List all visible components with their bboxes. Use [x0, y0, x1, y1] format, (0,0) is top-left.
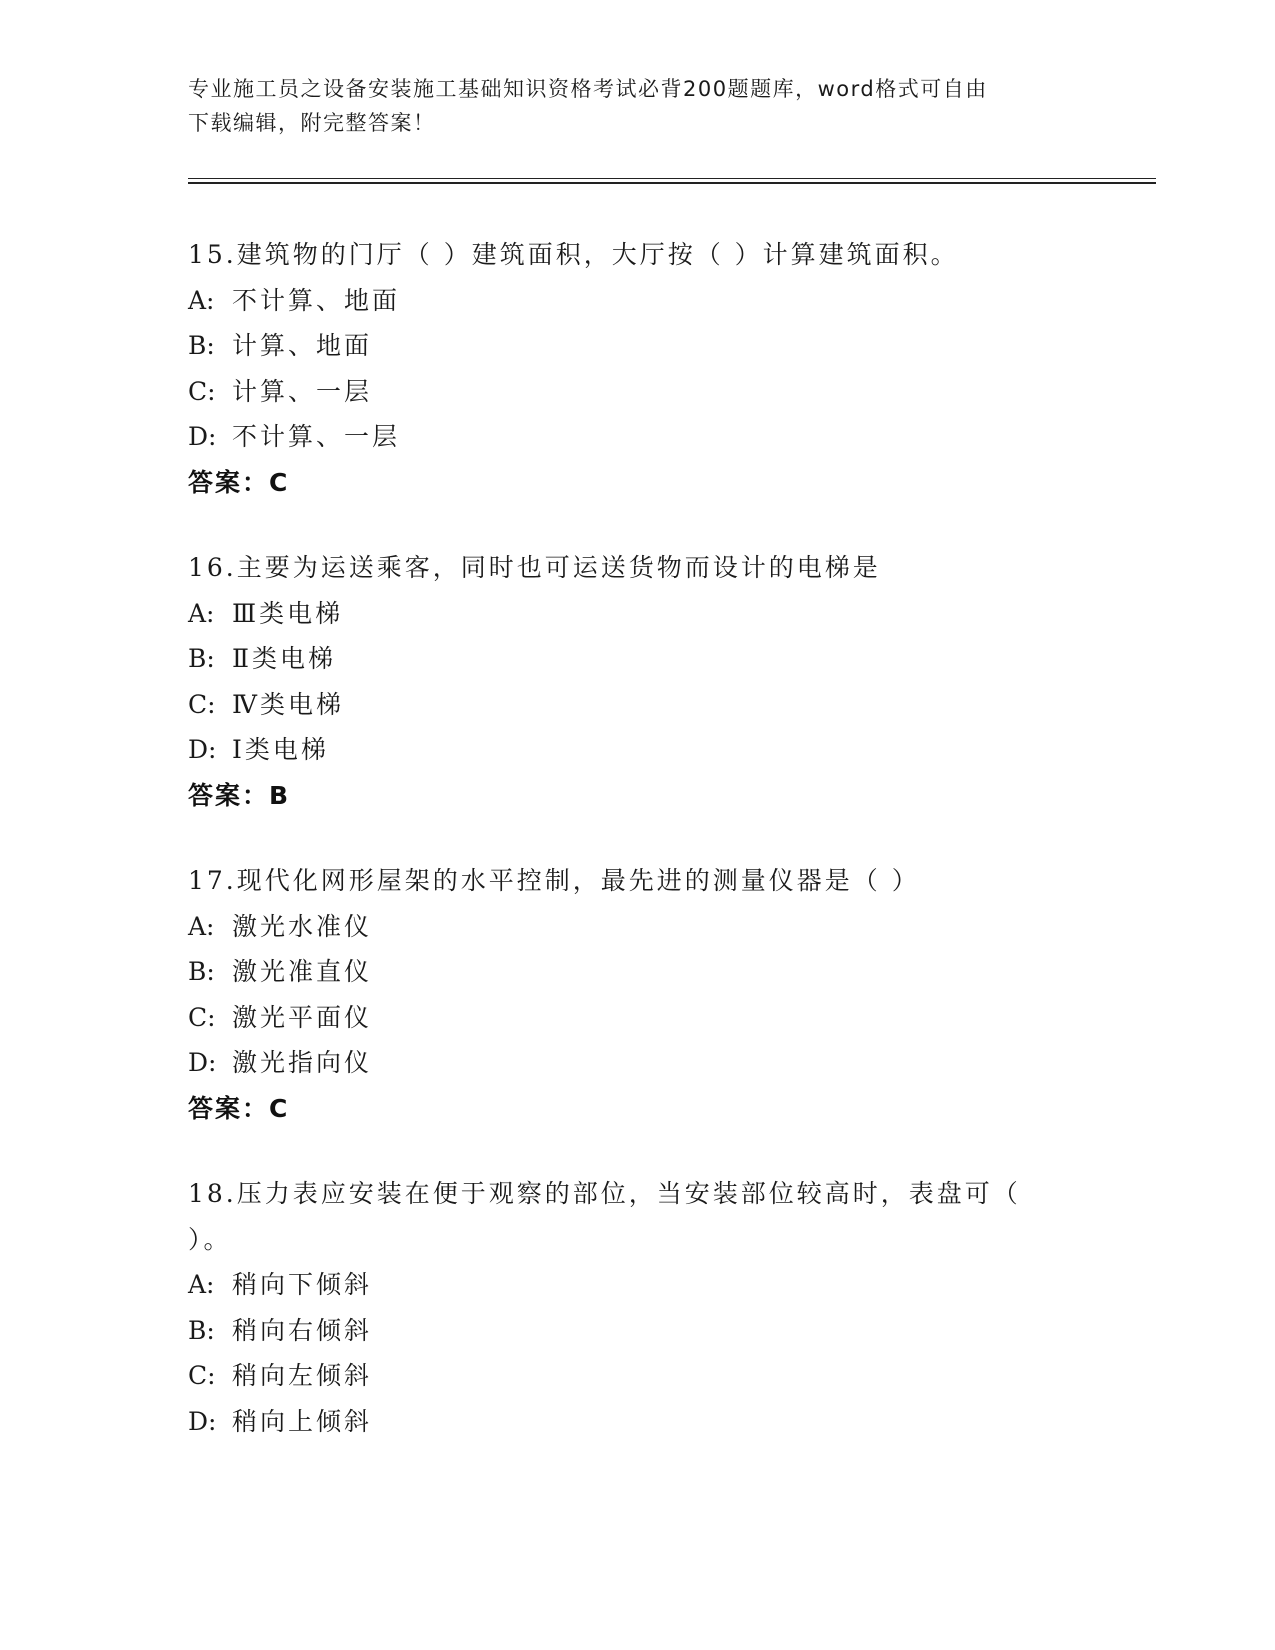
option-letter: A: [188, 911, 215, 941]
option-d [188, 1399, 1088, 1445]
question-16 [188, 545, 1088, 818]
option-letter: C: [188, 1002, 216, 1032]
question-stem: 17.现代化网形屋架的水平控制，最先进的测量仪器是（ ） [188, 866, 920, 895]
option-text: 稍向右倾斜 [232, 1315, 373, 1345]
option-b [188, 1308, 1088, 1354]
option-text: 激光平面仪 [232, 1002, 373, 1032]
question-18 [188, 1171, 1088, 1444]
option-text: 激光准直仪 [232, 957, 373, 986]
header-divider-thick [188, 182, 1156, 184]
question-stem-line-2: ）。 [188, 1224, 232, 1254]
option-a [188, 591, 1088, 637]
option-text: 计算、地面 [232, 331, 373, 360]
option-letter: C: [188, 1361, 216, 1390]
option-letter: D: [188, 1048, 217, 1077]
option-text: 不计算、一层 [232, 422, 401, 451]
question-list [188, 232, 1088, 1484]
question-stem: 15.建筑物的门厅（ ）建筑面积，大厅按（ ）计算建筑面积。 [188, 240, 959, 269]
option-text: Ⅳ类电梯 [232, 689, 344, 719]
option-letter: A: [188, 598, 215, 628]
question-17 [188, 858, 1088, 1131]
option-letter: B: [188, 957, 215, 986]
answer-label: 答案：C [188, 1093, 290, 1123]
option-c [188, 995, 1088, 1041]
header-divider-thin [188, 178, 1156, 179]
question-stem [188, 1171, 1088, 1262]
option-text: 稍向左倾斜 [232, 1361, 373, 1390]
option-a [188, 1262, 1088, 1308]
option-letter: B: [188, 644, 215, 673]
header-line-1: 专业施工员之设备安装施工基础知识资格考试必背200题题库，word格式可自由 [188, 77, 988, 101]
option-b [188, 636, 1088, 682]
option-d [188, 727, 1088, 773]
option-letter: B: [188, 1315, 215, 1345]
header-line-2: 下载编辑，附完整答案！ [188, 111, 436, 135]
option-text: 稍向下倾斜 [232, 1270, 373, 1299]
option-letter: A: [188, 1270, 215, 1299]
option-c [188, 1353, 1088, 1399]
document-header [188, 72, 1068, 140]
option-text: Ⅰ类电梯 [232, 735, 329, 764]
option-text: 稍向上倾斜 [232, 1406, 373, 1436]
option-letter: A: [188, 285, 215, 315]
option-c [188, 682, 1088, 728]
option-letter: B: [188, 331, 215, 360]
option-letter: C: [188, 376, 216, 406]
option-d [188, 1040, 1088, 1086]
option-text: 不计算、地面 [232, 285, 401, 315]
question-stem: 16.主要为运送乘客，同时也可运送货物而设计的电梯是 [188, 553, 881, 582]
answer-label: 答案：C [188, 467, 290, 497]
option-text: Ⅲ类电梯 [232, 598, 344, 628]
option-letter: D: [188, 735, 217, 764]
option-b [188, 949, 1088, 995]
option-text: 激光水准仪 [232, 911, 373, 941]
option-c [188, 369, 1088, 415]
question-15 [188, 232, 1088, 505]
option-letter: D: [188, 422, 217, 451]
option-d [188, 414, 1088, 460]
option-letter: D: [188, 1406, 217, 1436]
option-text: Ⅱ类电梯 [232, 644, 336, 673]
answer-label: 答案：B [188, 780, 291, 810]
option-b [188, 323, 1088, 369]
option-text: 激光指向仪 [232, 1048, 373, 1077]
question-stem-line-1: 18.压力表应安装在便于观察的部位，当安装部位较高时，表盘可（ [188, 1179, 1021, 1208]
option-letter: C: [188, 689, 216, 719]
option-a [188, 904, 1088, 950]
option-text: 计算、一层 [232, 376, 373, 406]
option-a [188, 278, 1088, 324]
